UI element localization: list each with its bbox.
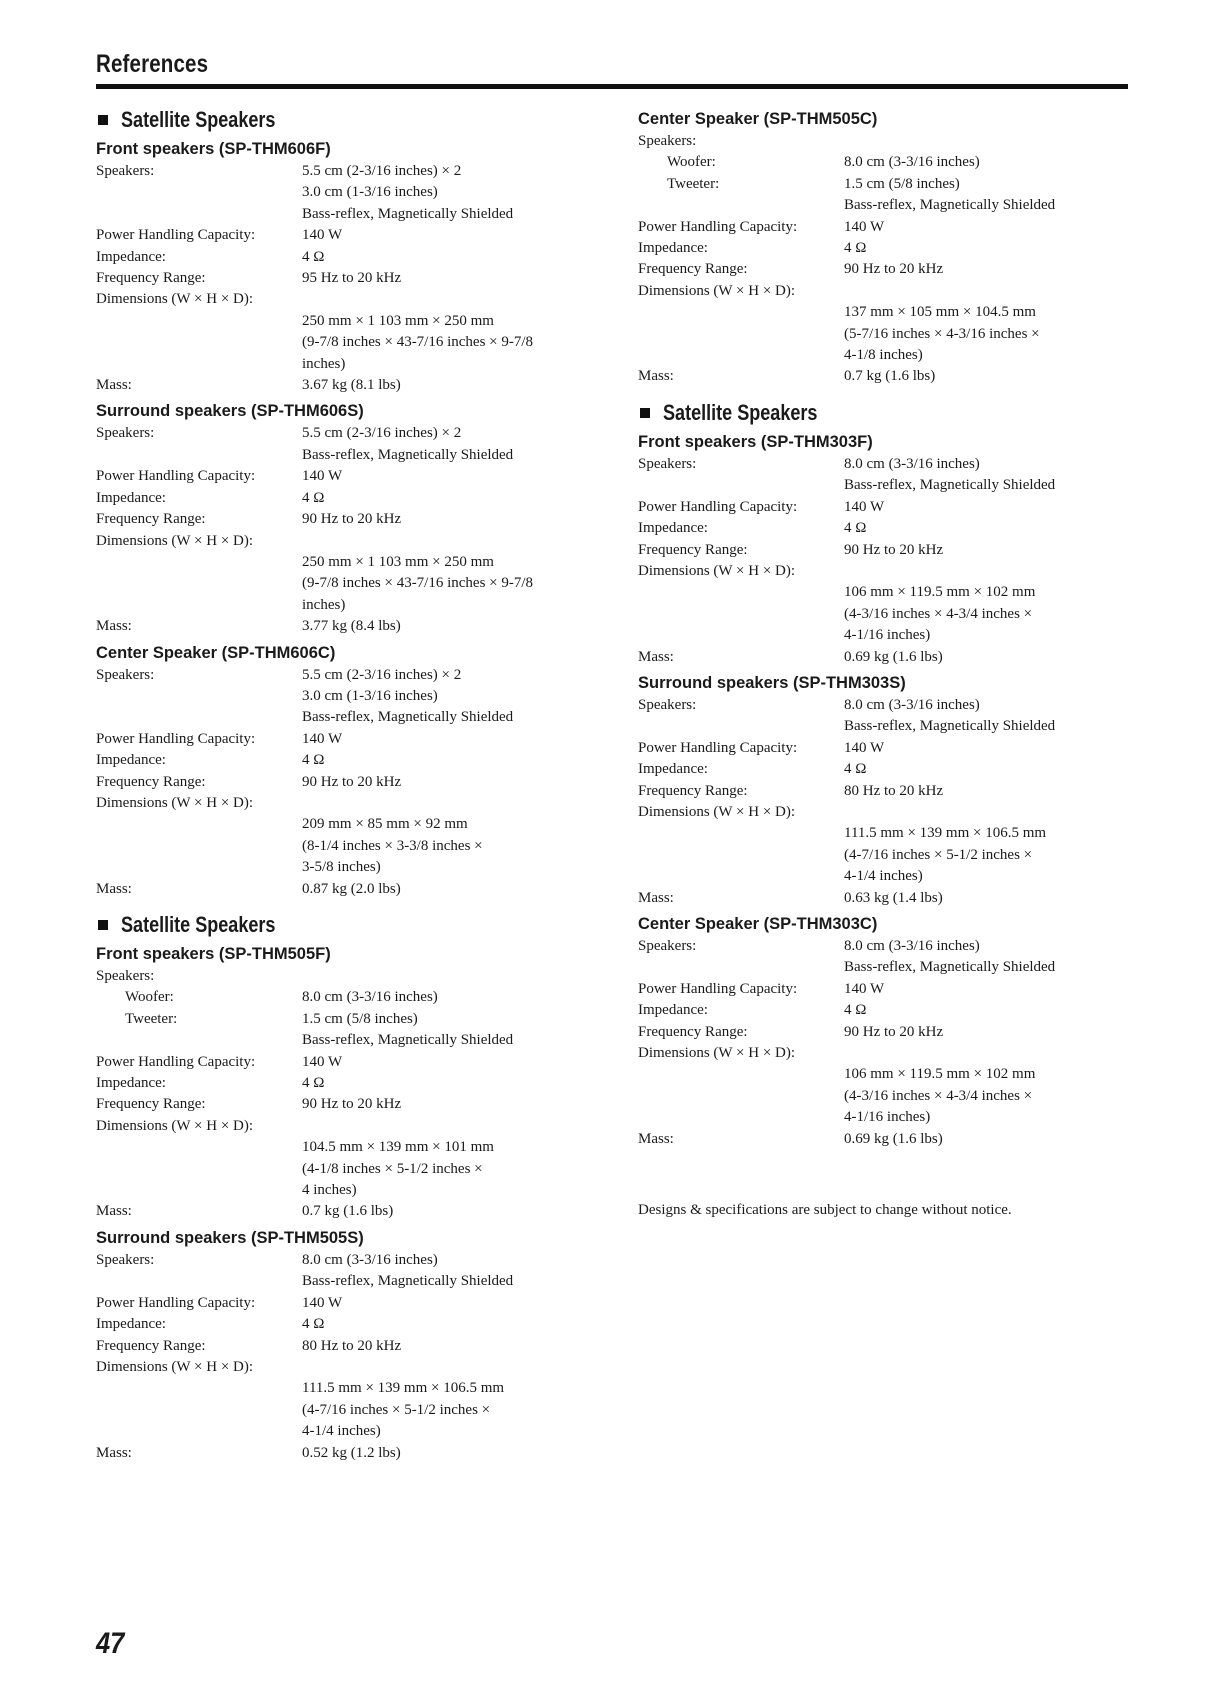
spec-block-sp-thm505c <box>638 107 1158 388</box>
spec-label: Frequency Range: <box>638 1023 748 1040</box>
spec-value: 8.0 cm (3-3/16 inches) <box>844 154 980 171</box>
spec-row-speakers <box>96 161 616 182</box>
spec-row-cont <box>96 182 616 203</box>
spec-label: Speakers: <box>638 938 697 954</box>
spec-row-frequency <box>638 781 1158 802</box>
spec-label: Dimensions (W × H × D): <box>638 1045 796 1062</box>
square-bullet-icon <box>98 115 108 125</box>
spec-row-cont <box>638 1086 1158 1107</box>
spec-row-cont <box>96 1421 616 1442</box>
spec-row-cont <box>638 302 1158 323</box>
spec-value: 250 mm × 1 103 mm × 250 mm <box>302 312 494 329</box>
spec-row-cont <box>96 1159 616 1180</box>
spec-row-frequency <box>96 268 616 289</box>
spec-label: Frequency Range: <box>96 511 206 528</box>
spec-row-woofer <box>96 987 616 1008</box>
spec-row-power <box>638 979 1158 1000</box>
spec-row-cont <box>638 582 1158 603</box>
spec-label: Dimensions (W × H × D): <box>96 532 254 549</box>
spec-value: 4 Ω <box>302 1316 325 1333</box>
model-heading: Front speakers (SP-THM303F) <box>638 432 873 451</box>
spec-value: Bass-reflex, Magnetically Shielded <box>302 446 514 463</box>
spec-value: 1.5 cm (5/8 inches) <box>302 1010 418 1027</box>
spec-row-mass <box>638 366 1158 387</box>
spec-row-tweeter <box>638 174 1158 195</box>
spec-label: Speakers: <box>638 455 697 472</box>
spec-value: 4-1/4 inches) <box>844 868 923 885</box>
model-heading: Center Speaker (SP-THM303C) <box>638 915 878 933</box>
spec-row-impedance <box>96 488 616 509</box>
spec-row-mass <box>638 647 1158 668</box>
spec-value: 90 Hz to 20 kHz <box>302 773 402 790</box>
spec-row-dimensions <box>96 531 616 552</box>
spec-value: (5-7/16 inches × 4-3/16 inches × <box>844 325 1040 342</box>
spec-label: Frequency Range: <box>96 270 206 287</box>
spec-value: 140 W <box>844 218 885 235</box>
spec-value: 5.5 cm (2-3/16 inches) × 2 <box>302 163 462 179</box>
spec-value: 5.5 cm (2-3/16 inches) × 2 <box>302 425 462 442</box>
spec-row-frequency <box>96 509 616 530</box>
spec-label: Speakers: <box>96 666 155 683</box>
spec-value: 4 Ω <box>844 520 867 537</box>
spec-row-cont <box>96 573 616 594</box>
spec-value: 8.0 cm (3-3/16 inches) <box>302 1251 438 1268</box>
spec-row-cont <box>96 354 616 375</box>
spec-row-mass <box>96 375 616 396</box>
spec-value: 3.0 cm (1-3/16 inches) <box>302 687 438 704</box>
spec-value: 4 Ω <box>302 248 325 265</box>
spec-value: 3.77 kg (8.4 lbs) <box>302 618 401 635</box>
spec-value: 250 mm × 1 103 mm × 250 mm <box>302 553 494 570</box>
spec-row-cont <box>638 324 1158 345</box>
spec-value: 140 W <box>302 1294 343 1311</box>
spec-value: Bass-reflex, Magnetically Shielded <box>302 1273 514 1290</box>
spec-label: Mass: <box>638 889 674 906</box>
spec-value: 80 Hz to 20 kHz <box>844 782 944 799</box>
spec-label: Speakers: <box>638 133 697 149</box>
spec-value: (8-1/4 inches × 3-3/8 inches × <box>302 837 483 854</box>
spec-row-cont <box>638 604 1158 625</box>
spec-value: 0.7 kg (1.6 lbs) <box>844 368 936 385</box>
left-column <box>96 103 616 1464</box>
spec-row-power <box>638 497 1158 518</box>
spec-label: Mass: <box>638 368 674 385</box>
spec-value: 4-1/8 inches) <box>844 347 923 364</box>
spec-row-cont <box>638 345 1158 366</box>
spec-block-sp-thm303s <box>638 671 1158 909</box>
spec-row-cont <box>638 195 1158 216</box>
page-title: References <box>96 50 209 78</box>
spec-label: Mass: <box>96 618 132 635</box>
spec-row-speakers <box>96 1250 616 1271</box>
spec-value: inches) <box>302 355 346 372</box>
spec-label: Speakers: <box>96 968 155 984</box>
spec-row-mass <box>96 616 616 637</box>
spec-row-power <box>96 466 616 487</box>
spec-row-dimensions <box>638 281 1158 302</box>
spec-block-sp-thm606c <box>96 641 616 900</box>
spec-block-sp-thm505f <box>96 942 616 1223</box>
section-heading-text: Satellite Speakers <box>121 107 276 132</box>
spec-value: 4 Ω <box>302 489 325 506</box>
spec-label: Power Handling Capacity: <box>638 218 798 235</box>
spec-row-power <box>96 1052 616 1073</box>
spec-value: 104.5 mm × 139 mm × 101 mm <box>302 1139 494 1156</box>
spec-value: Bass-reflex, Magnetically Shielded <box>302 205 514 222</box>
spec-value: 4 Ω <box>302 1075 325 1092</box>
spec-row-dimensions <box>638 561 1158 582</box>
spec-row-speakers <box>96 665 616 686</box>
spec-label: Mass: <box>96 1203 132 1220</box>
spec-row-cont <box>96 1180 616 1201</box>
spec-value: 111.5 mm × 139 mm × 106.5 mm <box>844 825 1047 842</box>
spec-row-speakers <box>96 423 616 444</box>
spec-value: 140 W <box>302 730 343 747</box>
spec-value: Bass-reflex, Magnetically Shielded <box>844 718 1056 735</box>
spec-value: 0.69 kg (1.6 lbs) <box>844 648 943 665</box>
spec-row-cont <box>96 686 616 707</box>
spec-value: 111.5 mm × 139 mm × 106.5 mm <box>302 1380 505 1397</box>
spec-value: (9-7/8 inches × 43-7/16 inches × 9-7/8 <box>302 334 534 351</box>
spec-value: 3-5/8 inches) <box>302 859 381 876</box>
spec-value: 1.5 cm (5/8 inches) <box>844 175 960 192</box>
spec-row-cont <box>96 445 616 466</box>
spec-label: Dimensions (W × H × D): <box>638 803 796 820</box>
spec-row-impedance <box>638 759 1158 780</box>
spec-row-dimensions <box>96 1116 616 1137</box>
spec-row-cont <box>638 475 1158 496</box>
spec-label: Speakers: <box>96 163 155 179</box>
spec-row-power <box>638 217 1158 238</box>
spec-row-dimensions <box>96 793 616 814</box>
spec-value: 3.0 cm (1-3/16 inches) <box>302 184 438 201</box>
spec-label: Impedance: <box>638 1002 708 1019</box>
model-heading: Center Speaker (SP-THM606C) <box>96 643 336 662</box>
spec-value: 80 Hz to 20 kHz <box>302 1337 402 1354</box>
spec-value: 8.0 cm (3-3/16 inches) <box>844 938 980 954</box>
spec-row-cont <box>96 1030 616 1051</box>
spec-row-speakers <box>638 695 1158 716</box>
spec-row-cont <box>96 707 616 728</box>
spec-value: 0.69 kg (1.6 lbs) <box>844 1130 943 1147</box>
spec-row-impedance <box>638 238 1158 259</box>
spec-row-cont <box>638 625 1158 646</box>
spec-row-cont <box>638 716 1158 737</box>
spec-label: Mass: <box>96 880 132 897</box>
spec-row-cont <box>96 1400 616 1421</box>
spec-label: Power Handling Capacity: <box>96 1053 256 1070</box>
spec-label: Impedance: <box>96 752 166 769</box>
spec-value: 5.5 cm (2-3/16 inches) × 2 <box>302 666 462 683</box>
spec-row-cont <box>96 552 616 573</box>
spec-row-mass <box>638 888 1158 909</box>
spec-row-cont <box>96 332 616 353</box>
spec-row-impedance <box>638 518 1158 539</box>
spec-row-cont <box>96 814 616 835</box>
spec-value: (4-3/16 inches × 4-3/4 inches × <box>844 605 1033 622</box>
spec-label: Power Handling Capacity: <box>96 730 256 747</box>
spec-label: Tweeter: <box>125 1010 178 1027</box>
spec-row-woofer <box>638 152 1158 173</box>
model-heading: Surround speakers (SP-THM303S) <box>638 673 906 692</box>
spec-row-cont <box>638 823 1158 844</box>
spec-value: Bass-reflex, Magnetically Shielded <box>302 709 514 726</box>
spec-row-dimensions <box>638 1043 1158 1064</box>
spec-value: 4 Ω <box>844 240 867 257</box>
square-bullet-icon <box>98 920 108 930</box>
model-heading: Center Speaker (SP-THM505C) <box>638 110 878 128</box>
section-heading <box>96 908 616 942</box>
spec-label: Impedance: <box>96 248 166 265</box>
spec-row-cont <box>96 1271 616 1292</box>
spec-label: Frequency Range: <box>638 261 748 278</box>
spec-row-cont <box>638 957 1158 978</box>
spec-label: Dimensions (W × H × D): <box>638 282 796 299</box>
spec-row-cont <box>638 845 1158 866</box>
spec-block-sp-thm606s <box>96 399 616 637</box>
spec-row-power <box>638 738 1158 759</box>
spec-label: Tweeter: <box>667 175 720 192</box>
spec-row-impedance <box>96 247 616 268</box>
spec-row-speakers <box>638 936 1158 957</box>
spec-value: 106 mm × 119.5 mm × 102 mm <box>844 1066 1036 1083</box>
spec-value: inches) <box>302 596 346 613</box>
spec-value: 4 Ω <box>844 1002 867 1019</box>
spec-label: Impedance: <box>96 1075 166 1092</box>
spec-row-power <box>96 225 616 246</box>
spec-value: 90 Hz to 20 kHz <box>302 511 402 528</box>
spec-row-cont <box>638 1107 1158 1128</box>
spec-value: 8.0 cm (3-3/16 inches) <box>844 455 980 472</box>
spec-value: (4-3/16 inches × 4-3/4 inches × <box>844 1087 1033 1104</box>
spec-label: Mass: <box>96 377 132 394</box>
spec-block-sp-thm505s <box>96 1226 616 1464</box>
spec-row-frequency <box>638 540 1158 561</box>
spec-label: Power Handling Capacity: <box>96 468 256 485</box>
spec-value: Bass-reflex, Magnetically Shielded <box>844 959 1056 976</box>
spec-row-frequency <box>638 259 1158 280</box>
spec-row-speakers <box>638 454 1158 475</box>
spec-label: Mass: <box>638 648 674 665</box>
spec-row-cont <box>638 866 1158 887</box>
section-heading <box>96 103 616 137</box>
spec-label: Frequency Range: <box>96 1096 206 1113</box>
spec-value: 137 mm × 105 mm × 104.5 mm <box>844 304 1036 321</box>
spec-row-dimensions <box>96 1357 616 1378</box>
spec-label: Frequency Range: <box>638 782 748 799</box>
spec-value: 140 W <box>302 1053 343 1070</box>
spec-value: 106 mm × 119.5 mm × 102 mm <box>844 584 1036 601</box>
spec-value: 4 Ω <box>302 752 325 769</box>
spec-row-cont <box>96 311 616 332</box>
spec-row-power <box>96 1293 616 1314</box>
spec-row-impedance <box>96 750 616 771</box>
right-column <box>638 107 1158 1221</box>
spec-label: Impedance: <box>638 240 708 257</box>
spec-value: 0.7 kg (1.6 lbs) <box>302 1203 394 1220</box>
spec-row-mass <box>638 1129 1158 1150</box>
spec-value: 90 Hz to 20 kHz <box>844 261 944 278</box>
spec-row-impedance <box>638 1000 1158 1021</box>
spec-value: 4-1/4 inches) <box>302 1423 381 1440</box>
spec-value: 90 Hz to 20 kHz <box>302 1096 402 1113</box>
square-bullet-icon <box>640 408 650 418</box>
spec-value: 4-1/16 inches) <box>844 1109 931 1126</box>
model-heading: Surround speakers (SP-THM505S) <box>96 1228 364 1247</box>
header-rule <box>96 84 1128 89</box>
spec-row-frequency <box>638 1022 1158 1043</box>
spec-value: (9-7/8 inches × 43-7/16 inches × 9-7/8 <box>302 575 534 592</box>
section-heading-text: Satellite Speakers <box>121 912 276 937</box>
spec-value: 8.0 cm (3-3/16 inches) <box>302 989 438 1006</box>
spec-label: Power Handling Capacity: <box>96 227 256 244</box>
spec-block-sp-thm303c <box>638 912 1158 1150</box>
spec-label: Impedance: <box>638 520 708 537</box>
spec-label: Power Handling Capacity: <box>638 980 798 997</box>
spec-block-sp-thm303f <box>638 430 1158 668</box>
model-heading: Front speakers (SP-THM606F) <box>96 140 331 158</box>
spec-row-cont <box>96 1378 616 1399</box>
spec-row-cont <box>96 1137 616 1158</box>
spec-value: 0.63 kg (1.4 lbs) <box>844 889 943 906</box>
spec-value: 140 W <box>844 980 885 997</box>
section-heading-text: Satellite Speakers <box>663 399 818 425</box>
spec-label: Speakers: <box>96 425 155 442</box>
model-heading: Front speakers (SP-THM505F) <box>96 945 331 963</box>
spec-value: 140 W <box>302 227 343 244</box>
spec-label: Dimensions (W × H × D): <box>638 562 796 579</box>
spec-value: 0.52 kg (1.2 lbs) <box>302 1444 401 1461</box>
spec-value: (4-7/16 inches × 5-1/2 inches × <box>844 846 1033 863</box>
spec-row-tweeter <box>96 1009 616 1030</box>
spec-value: 3.67 kg (8.1 lbs) <box>302 377 401 394</box>
spec-row-cont <box>96 204 616 225</box>
spec-value: 8.0 cm (3-3/16 inches) <box>844 696 980 713</box>
spec-value: 140 W <box>844 739 885 756</box>
spec-label: Power Handling Capacity: <box>638 498 798 515</box>
spec-value: (4-1/8 inches × 5-1/2 inches × <box>302 1160 483 1177</box>
spec-label: Woofer: <box>667 154 716 171</box>
spec-row-frequency <box>96 772 616 793</box>
spec-value: Bass-reflex, Magnetically Shielded <box>844 477 1056 494</box>
spec-label: Mass: <box>96 1444 132 1461</box>
spec-row-mass <box>96 1201 616 1222</box>
spec-value: 90 Hz to 20 kHz <box>844 541 944 558</box>
spec-value: 4-1/16 inches) <box>844 627 931 644</box>
spec-label: Dimensions (W × H × D): <box>96 1117 254 1134</box>
specification-notice: Designs & specifications are subject to change without notice. <box>638 1202 1012 1219</box>
page-number: 47 <box>96 1627 125 1660</box>
spec-label: Power Handling Capacity: <box>638 739 798 756</box>
spec-row-cont <box>638 1064 1158 1085</box>
spec-label: Frequency Range: <box>638 541 748 558</box>
spec-value: 140 W <box>302 468 343 485</box>
spec-row-impedance <box>96 1073 616 1094</box>
section-heading <box>638 396 1158 430</box>
spec-row-cont <box>96 595 616 616</box>
spec-label: Speakers: <box>638 696 697 713</box>
spec-row-frequency <box>96 1336 616 1357</box>
spec-row-mass <box>96 1443 616 1464</box>
model-heading: Surround speakers (SP-THM606S) <box>96 402 364 421</box>
spec-row-dimensions <box>638 802 1158 823</box>
spec-label: Dimensions (W × H × D): <box>96 1358 254 1375</box>
spec-row-speakers <box>638 131 1158 152</box>
spec-label: Dimensions (W × H × D): <box>96 794 254 811</box>
spec-value: (4-7/16 inches × 5-1/2 inches × <box>302 1401 491 1418</box>
spec-label: Power Handling Capacity: <box>96 1294 256 1311</box>
spec-row-cont <box>96 857 616 878</box>
spec-label: Frequency Range: <box>96 773 206 790</box>
spec-row-dimensions <box>96 289 616 310</box>
spec-row-power <box>96 729 616 750</box>
spec-value: 95 Hz to 20 kHz <box>302 270 402 287</box>
spec-value: 4 inches) <box>302 1182 357 1199</box>
spec-value: 209 mm × 85 mm × 92 mm <box>302 816 468 833</box>
spec-row-impedance <box>96 1314 616 1335</box>
spec-label: Frequency Range: <box>96 1337 206 1354</box>
spec-value: 0.87 kg (2.0 lbs) <box>302 880 401 897</box>
spec-label: Dimensions (W × H × D): <box>96 291 254 308</box>
spec-label: Speakers: <box>96 1251 155 1268</box>
spec-label: Impedance: <box>96 489 166 506</box>
spec-block-sp-thm606f <box>96 137 616 396</box>
spec-value: 4 Ω <box>844 761 867 778</box>
spec-row-mass <box>96 879 616 900</box>
spec-row-speakers <box>96 966 616 987</box>
spec-value: 90 Hz to 20 kHz <box>844 1023 944 1040</box>
spec-value: 140 W <box>844 498 885 515</box>
spec-row-frequency <box>96 1094 616 1115</box>
spec-label: Impedance: <box>638 761 708 778</box>
spec-row-cont <box>96 836 616 857</box>
spec-value: Bass-reflex, Magnetically Shielded <box>302 1032 514 1049</box>
spec-value: Bass-reflex, Magnetically Shielded <box>844 197 1056 214</box>
spec-label: Woofer: <box>125 989 174 1006</box>
spec-label: Mass: <box>638 1130 674 1147</box>
spec-label: Impedance: <box>96 1316 166 1333</box>
